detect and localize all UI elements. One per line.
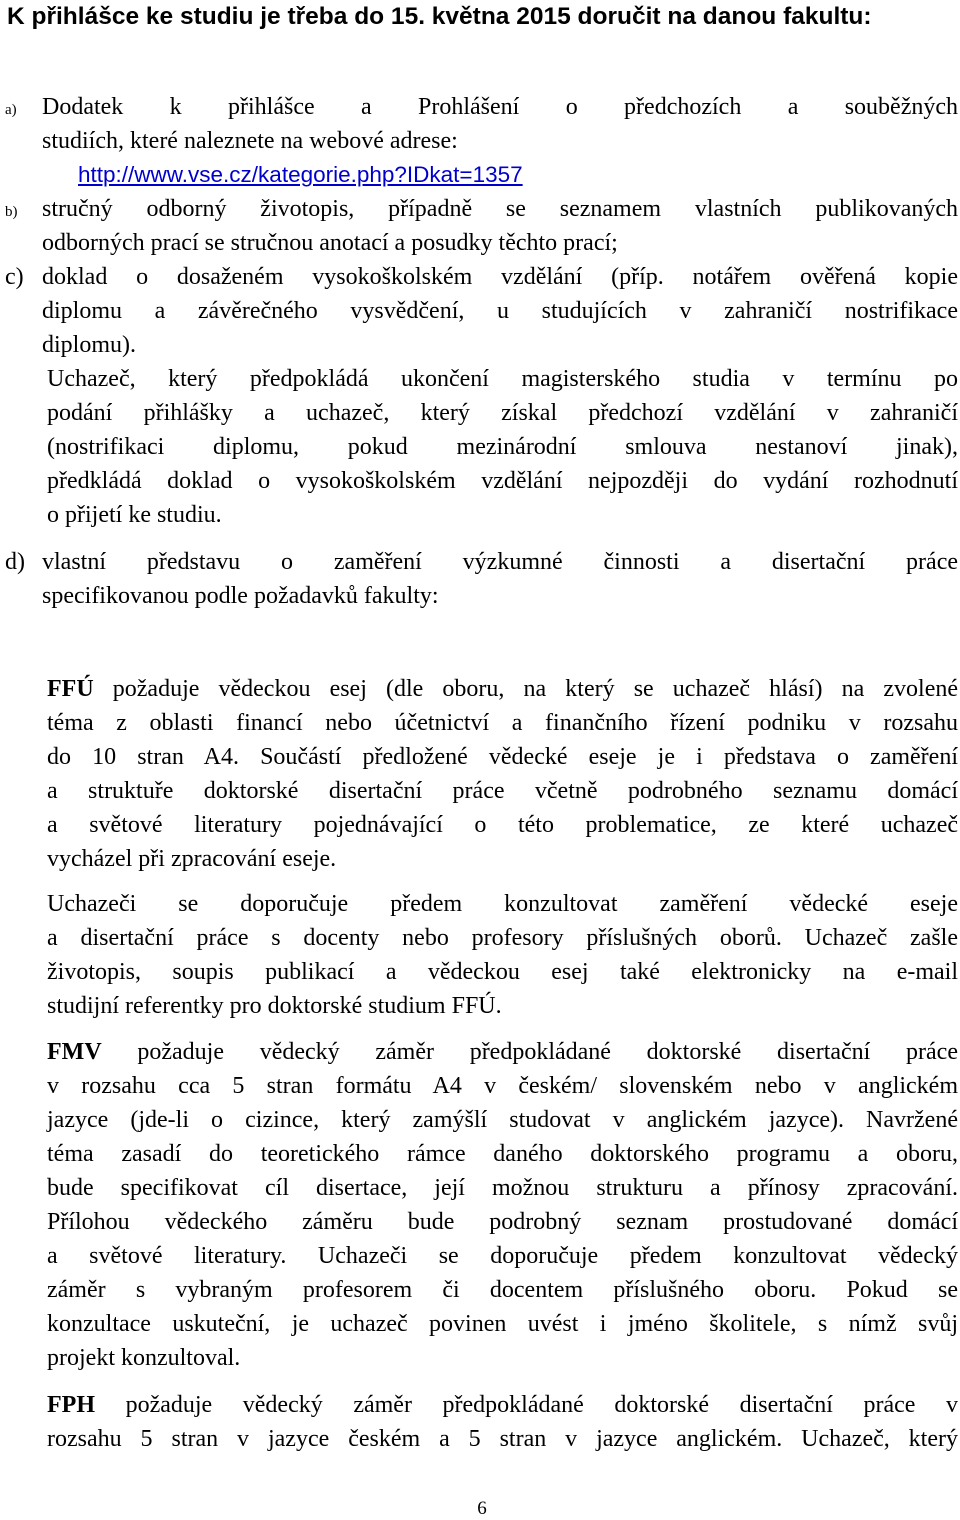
ffu-abbr: FFÚ (47, 676, 94, 702)
ffu-line-5: a světové literatury pojednávající o této problematice, ze které uchazeč (47, 812, 958, 838)
fph-abbr: FPH (47, 1392, 95, 1418)
item-c-note-line-5: o přijetí ke studiu. (47, 502, 222, 528)
item-b-line-2: odborných prací se stručnou anotací a posudky těchto prací; (42, 230, 618, 256)
ffu-line-6: vycházel při zpracování eseje. (47, 846, 337, 872)
ffu-line-2: téma z oblasti financí nebo účetnictví a finančního řízení podniku v rozsahu (47, 710, 958, 736)
ffu-para2-line-3: životopis, soupis publikací a vědeckou esej také elektronicky na e-mail (47, 959, 958, 985)
fmv-line-3: jazyce (jde-li o cizince, který zamýšlí studovat v anglickém jazyce). Navržené (47, 1107, 958, 1133)
item-d-line-1: vlastní představu o zaměření výzkumné činnosti a disertační práce (42, 549, 958, 575)
list-marker-d: d) (5, 549, 25, 575)
fmv-line-7: a světové literatury. Uchazeči se doporučuje předem konzultovat vědecký (47, 1243, 958, 1269)
page-heading: K přihlášce ke studiu je třeba do 15. května 2015 doručit na danou fakultu: (7, 3, 872, 30)
fmv-abbr: FMV (47, 1039, 102, 1065)
list-marker-c: c) (5, 264, 24, 290)
item-a-line-1: Dodatek k přihlášce a Prohlášení o předchozích a souběžných (42, 94, 958, 120)
ffu-line-1-text: požaduje vědeckou esej (dle oboru, na který se uchazeč hlásí) na zvolené (93, 676, 958, 702)
fmv-line-4: téma zasadí do teoretického rámce daného doktorského programu a oboru, (47, 1141, 958, 1167)
ffu-para2-line-4: studijní referentky pro doktorské studium FFÚ. (47, 993, 502, 1019)
page-number: 6 (477, 1498, 487, 1519)
fmv-line-2: v rozsahu cca 5 stran formátu A4 v českém/ slovenském nebo v anglickém (47, 1073, 958, 1099)
item-c-line-2: diplomu a závěrečného vysvědčení, u studujících v zahraničí nostrifikace (42, 298, 958, 324)
ffu-line-4: a struktuře doktorské disertační práce včetně podrobného seznamu domácí (47, 778, 958, 804)
fph-line-1-text: požaduje vědecký záměr předpokládané doktorské disertační práce v (95, 1392, 958, 1418)
kategorie-link[interactable]: http://www.vse.cz/kategorie.php?IDkat=1357 (78, 162, 523, 187)
item-c-line-3: diplomu). (42, 332, 136, 358)
fmv-line-5: bude specifikovat cíl disertace, její možnou strukturu a přínosy zpracování. (47, 1175, 958, 1201)
fmv-line-9: konzultace uskuteční, je uchazeč povinen uvést i jméno školitele, s nímž svůj (47, 1311, 958, 1337)
fph-line-2: rozsahu 5 stran v jazyce českém a 5 stran v jazyce anglickém. Uchazeč, který (47, 1426, 958, 1452)
item-c-note-line-3: (nostrifikaci diplomu, pokud mezinárodní smlouva nestanoví jinak), (47, 434, 958, 460)
fmv-line-1-text: požaduje vědecký záměr předpokládané doktorské disertační práce (101, 1039, 958, 1065)
ffu-line-1 (47, 672, 958, 706)
fmv-line-8: záměr s vybraným profesorem či docentem příslušného oboru. Pokud se (47, 1277, 958, 1303)
ffu-line-3: do 10 stran A4. Součástí předložené vědecké eseje je i představa o zaměření (47, 744, 958, 770)
item-a-link-line (78, 158, 523, 192)
item-b-line-1: stručný odborný životopis, případně se seznamem vlastních publikovaných (42, 196, 958, 222)
ffu-para2-line-2: a disertační práce s docenty nebo profesory příslušných oborů. Uchazeč zašle (47, 925, 958, 951)
fph-line-1 (47, 1388, 958, 1422)
item-d-line-2: specifikovanou podle požadavků fakulty: (42, 583, 439, 609)
item-c-line-1: doklad o dosaženém vysokoškolském vzdělání (příp. notářem ověřená kopie (42, 264, 958, 290)
list-marker-b: b) (5, 204, 18, 220)
fmv-line-10: projekt konzultoval. (47, 1345, 241, 1371)
item-a-line-2: studiích, které naleznete na webové adrese: (42, 128, 458, 154)
fmv-line-6: Přílohou vědeckého záměru bude podrobný seznam prostudované domácí (47, 1209, 958, 1235)
item-c-note-line-4: předkládá doklad o vysokoškolském vzdělání nejpozději do vydání rozhodnutí (47, 468, 958, 494)
fmv-line-1 (47, 1035, 958, 1069)
list-marker-a: a) (5, 102, 17, 118)
ffu-para2-line-1: Uchazeči se doporučuje předem konzultovat zaměření vědecké eseje (47, 891, 958, 917)
item-c-note-line-1: Uchazeč, který předpokládá ukončení magisterského studia v termínu po (47, 366, 958, 392)
item-c-note-line-2: podání přihlášky a uchazeč, který získal předchozí vzdělání v zahraničí (47, 400, 958, 426)
